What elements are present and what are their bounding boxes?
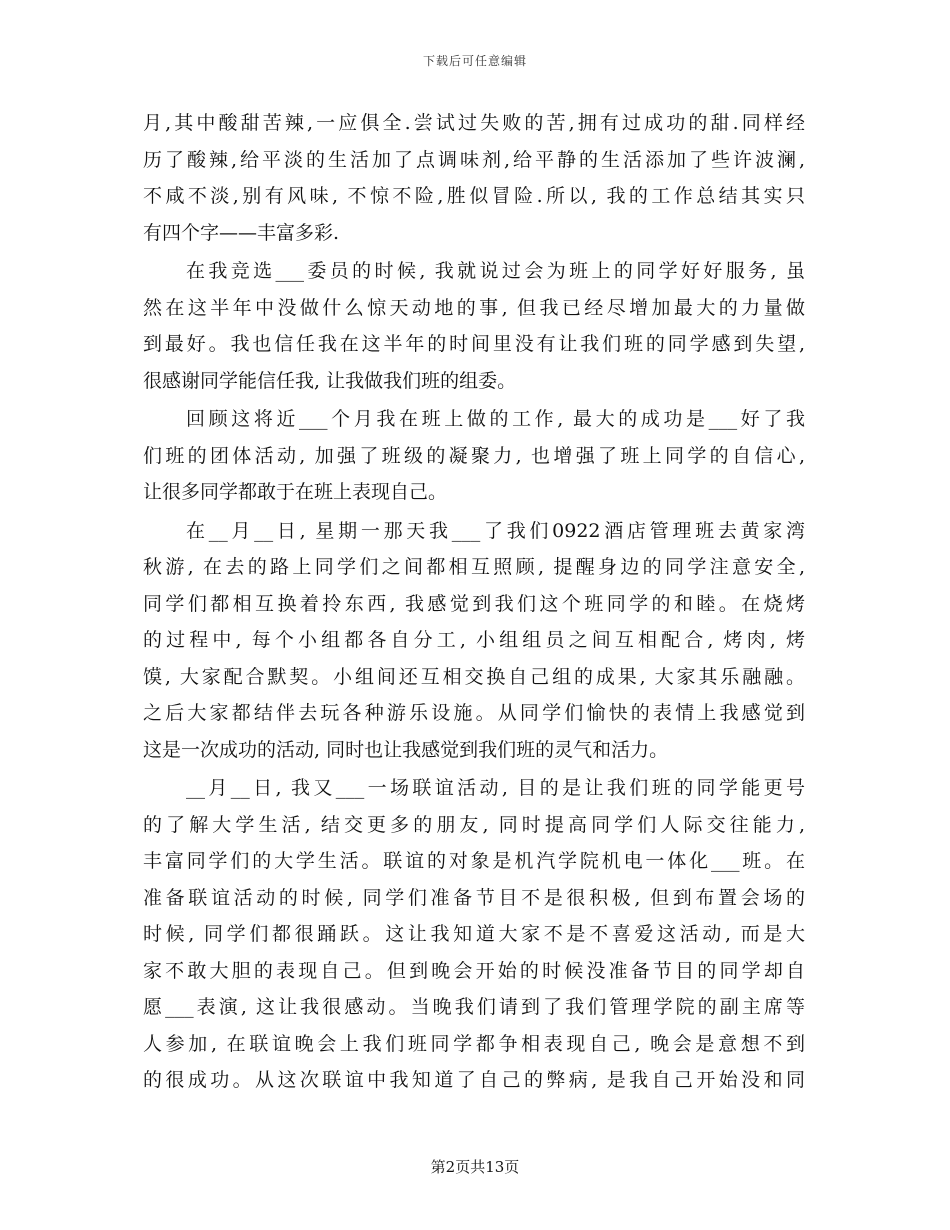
text-line: 让很多同学都敢于在班上表现自己。 <box>143 481 448 503</box>
text-line: __月__日, 我又___一场联谊活动, 目的是让我们班的同学能更号 <box>186 777 805 799</box>
text-line: 的很成功。从这次联谊中我知道了自己的弊病, 是我自己开始没和同 <box>143 1069 805 1091</box>
text-line: 愿___表演, 这让我很感动。当晚我们请到了我们管理学院的副主席等 <box>143 996 805 1018</box>
text-line: 这是一次成功的活动, 同时也让我感觉到我们班的灵气和活力。 <box>143 738 669 761</box>
text-line: 的过程中, 每个小组都各自分工, 小组组员之间互相配合, 烤肉, 烤 <box>143 629 805 651</box>
document-body <box>143 105 805 1099</box>
text-line: 人参加, 在联谊晚会上我们班同学都争相表现自己, 晚会是意想不到 <box>143 1032 805 1055</box>
text-line: 月,其中酸甜苦辣,一应俱全.尝试过失败的苦,拥有过成功的甜.同样经 <box>143 112 805 134</box>
text-line: 家不敢大胆的表现自己。但到晚会开始的时候没准备节目的同学却自 <box>143 959 805 982</box>
text-line: 的了解大学生活, 结交更多的朋友, 同时提高同学们人际交往能力, <box>143 813 805 836</box>
paragraph <box>143 253 805 399</box>
text-line: 同学们都相互换着拎东西, 我感觉到我们这个班同学的和睦。在烧烤 <box>143 592 805 615</box>
paragraph <box>143 401 805 511</box>
text-line: 馍, 大家配合默契。小组间还互相交换自己组的成果, 大家其乐融融。 <box>143 665 805 688</box>
page-number: 第2页共13页 <box>430 1158 520 1176</box>
text-line: 丰富同学们的大学生活。联谊的对象是机汽学院机电一体化___班。在 <box>143 850 805 872</box>
paragraph <box>143 513 805 769</box>
paragraph <box>143 105 805 251</box>
text-line: 回顾这将近___个月我在班上做的工作, 最大的成功是___好了我 <box>186 408 805 430</box>
text-line: 在我竞选___委员的时候, 我就说过会为班上的同学好好服务, 虽 <box>186 260 805 282</box>
text-line: 到最好。我也信任我在这半年的时间里没有让我们班的同学感到失望, <box>143 333 805 355</box>
text-line: 在__月__日, 星期一那天我___了我们0922酒店管理班去黄家湾 <box>186 519 805 542</box>
text-line: 历了酸辣,给平淡的生活加了点调味剂,给平静的生活添加了些许波澜, <box>143 148 805 171</box>
text-line: 很感谢同学能信任我, 让我做我们班的组委。 <box>143 369 517 392</box>
text-line: 秋游, 在去的路上同学们之间都相互照顾, 提醒身边的同学注意安全, <box>143 556 805 578</box>
text-line: 准备联谊活动的时候, 同学们准备节目不是很积极, 但到布置会场的 <box>143 886 805 909</box>
text-line: 时候, 同学们都很踊跃。这让我知道大家不是不喜爱这活动, 而是大 <box>143 923 805 945</box>
text-line: 不咸不淡,别有风味, 不惊不险,胜似冒险.所以, 我的工作总结其实只 <box>143 185 805 207</box>
paragraph <box>143 770 805 1099</box>
page-header: 下载后可任意编辑 <box>422 54 527 68</box>
text-line: 们班的团体活动, 加强了班级的凝聚力, 也增强了班上同学的自信心, <box>143 444 805 467</box>
text-line: 然在这半年中没做什么惊天动地的事, 但我已经尽增加最大的力量做 <box>143 296 805 319</box>
text-line: 之后大家都结伴去玩各种游乐设施。从同学们愉快的表情上我感觉到 <box>143 702 805 724</box>
text-line: 有四个字——丰富多彩. <box>143 221 340 244</box>
